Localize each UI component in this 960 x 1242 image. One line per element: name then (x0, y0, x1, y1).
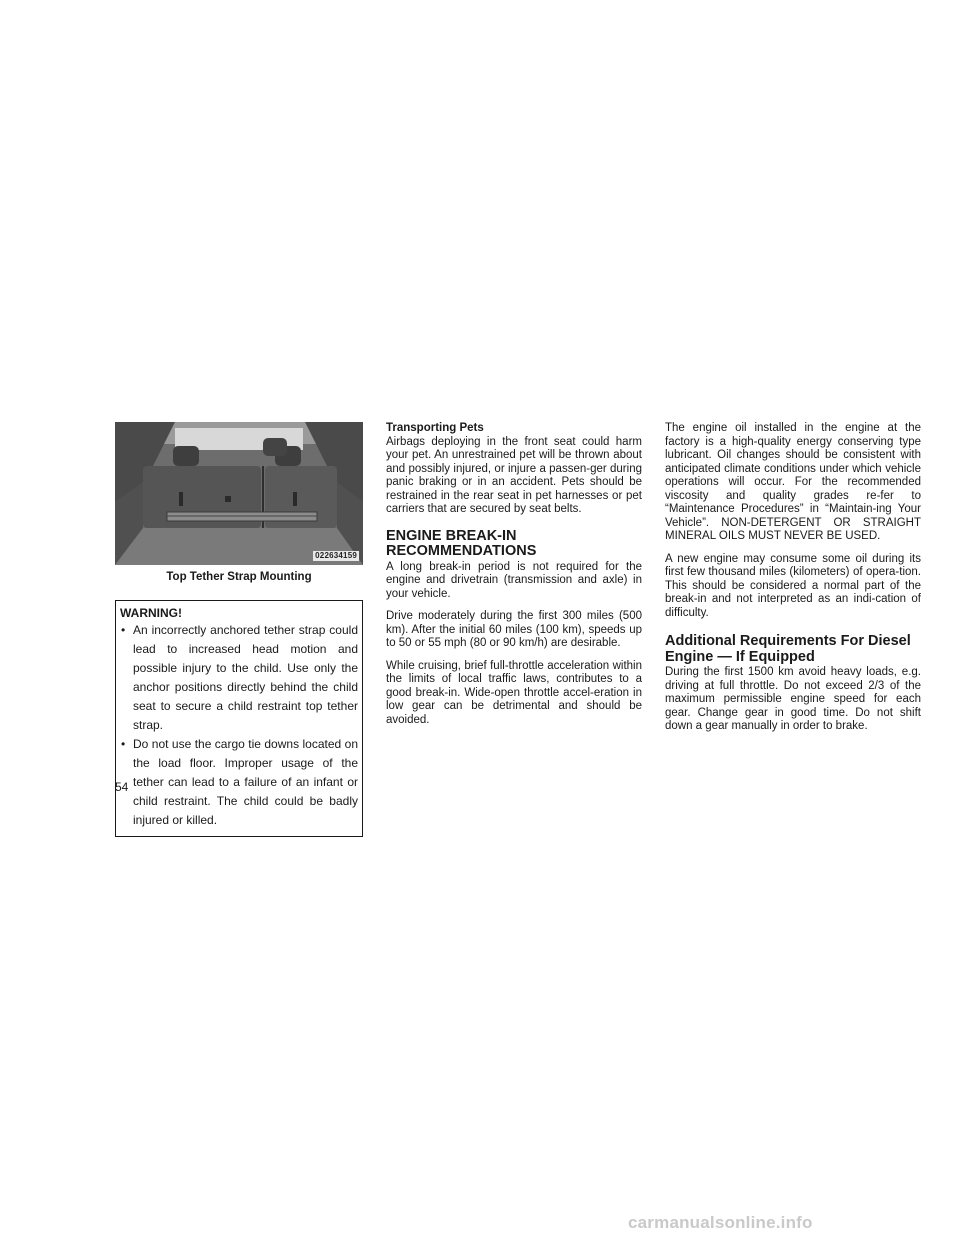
warning-box (115, 600, 363, 837)
figure-caption: Top Tether Strap Mounting (166, 571, 312, 583)
bullet-icon: • (121, 737, 126, 751)
left-column (115, 422, 363, 837)
oil-paragraph: The engine oil installed in the engine at the factory is a high-quality energy conserving type lubricant. Oil changes should be consistent with anticipated climate conditions under which vehicle operations will occur. For the recommended viscosity and quality grades re-fer to “Maintenance Procedures” in “Maintain-ing Your Vehicle”. NON-DETERGENT OR STRAIGHT MINERAL OILS MUST NEVER BE USED. (665, 422, 921, 542)
middle-column (386, 422, 642, 736)
pets-paragraph: Airbags deploying in the front seat could harm your pet. An unrestrained pet will be thrown about and possibly injured, or injure a passen-ger during panic braking or in an accident. Pets should be restrained in the rear seat in pet harnesses or pet carriers that are secured by seat belts. (386, 435, 642, 515)
diesel-heading (665, 634, 921, 665)
warning-item (120, 735, 358, 830)
breakin-paragraph: A long break-in period is not required for the engine and drivetrain (transmission and axle) in your vehicle. (386, 560, 642, 600)
warning-item-text: An incorrectly anchored tether strap could lead to increased head motion and possible injury to the child. Use only the anchor positions directly behind the child seat to secure a child restraint top tether strap. (133, 623, 358, 732)
breakin-heading (386, 529, 642, 560)
bullet-icon: • (121, 623, 126, 637)
figure-code: 022634159 (315, 551, 357, 560)
page-number: 54 (115, 780, 129, 794)
warning-title: WARNING! (120, 606, 182, 620)
breakin-paragraph: Drive moderately during the first 300 miles (500 km). After the initial 60 miles (100 km), speeds up to 50 or 55 mph (80 or 90 km/h) are desirable. (386, 610, 642, 649)
breakin-heading-line1: ENGINE BREAK-IN (386, 527, 517, 544)
warning-item (120, 621, 358, 735)
diesel-heading-line1: Additional Requirements For Diesel (665, 633, 911, 649)
right-column (665, 422, 921, 743)
cargo-area-illustration (115, 422, 363, 565)
warning-list (120, 621, 358, 830)
pets-heading: Transporting Pets (386, 422, 484, 434)
breakin-heading-line2: RECOMMENDATIONS (386, 543, 537, 559)
warning-item-text: Do not use the cargo tie downs located on the load floor. Improper usage of the tether can lead to a failure of an infant or child restraint. The child could be badly injured or killed. (133, 737, 358, 827)
watermark: carmanualsonline.info (628, 1213, 813, 1232)
oil-paragraph: A new engine may consume some oil during its first few thousand miles (kilometers) of opera-tion. This should be considered a normal part of the break-in and not interpreted as an indi-cation of difficulty. (665, 552, 921, 619)
breakin-paragraph: While cruising, brief full-throttle acceleration within the limits of local traffic laws, contributes to a good break-in. Wide-open throttle accel-eration in low gear can be detrimental and should be avoided. (386, 659, 642, 726)
diesel-heading-line2: Engine — If Equipped (665, 648, 815, 665)
diesel-paragraph: During the first 1500 km avoid heavy loads, e.g. driving at full throttle. Do not exceed 2/3 of the maximum permissible engine speed for each gear. Change gear in good time. Do not shift down a gear manually in order to brake. (665, 666, 921, 732)
cargo-area-photo (115, 422, 363, 565)
